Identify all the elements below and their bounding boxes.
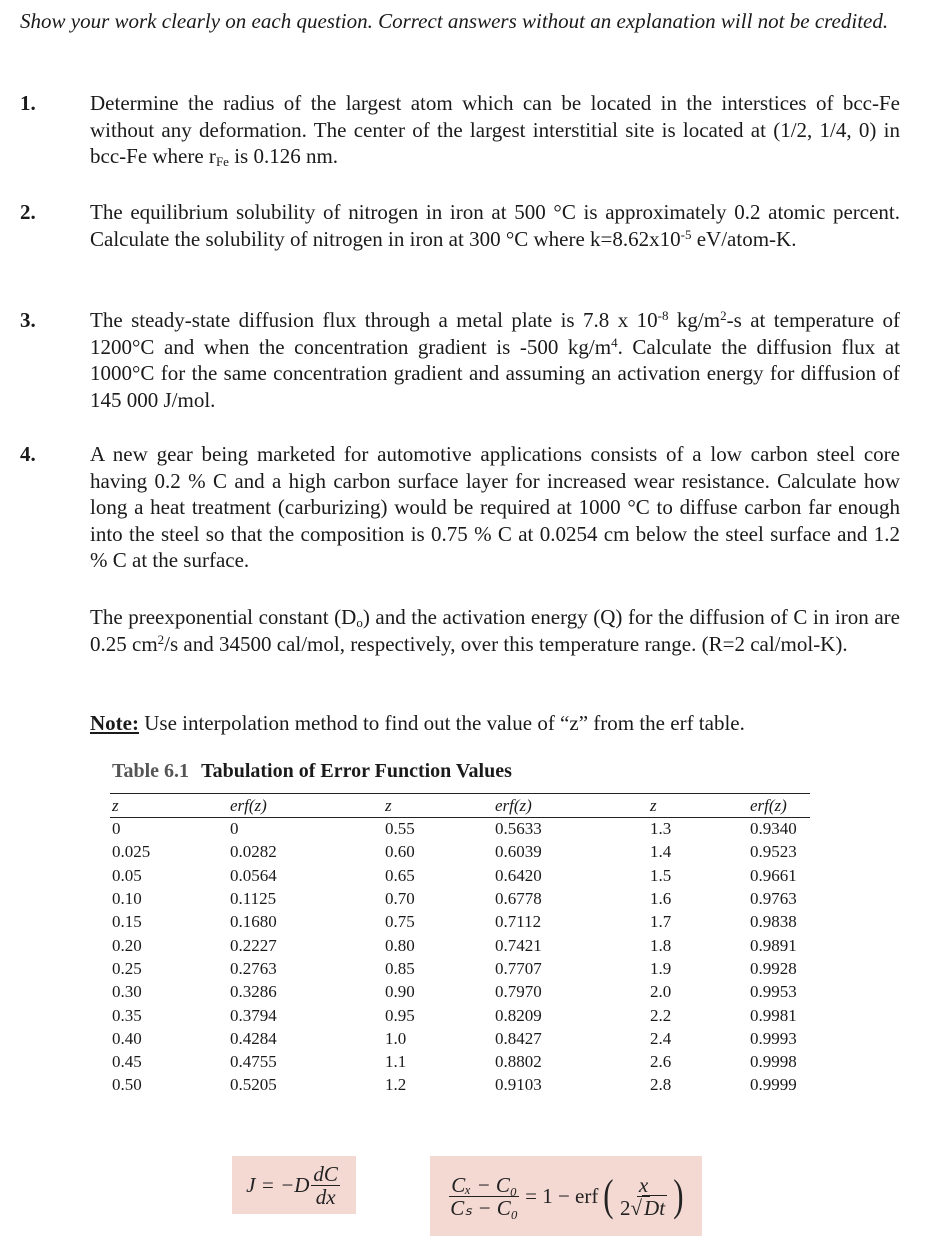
z-cell: 0.80 (385, 935, 415, 955)
z-cell: 0.65 (385, 865, 415, 885)
erf-cell: 0.2227 (230, 935, 277, 955)
z-cell: 0.55 (385, 819, 415, 839)
z-cell: 0.40 (112, 1028, 142, 1048)
z-cell: 0.70 (385, 889, 415, 909)
erf-cell: 0.0564 (230, 865, 277, 885)
fraction-numerator: dC (313, 1161, 338, 1186)
erf-argument-fraction (618, 1174, 669, 1219)
erf-cell: 0.9953 (750, 982, 797, 1002)
table-row (110, 911, 810, 934)
z-cell: 1.2 (385, 1075, 407, 1095)
erf-cell: 0.6039 (495, 842, 542, 862)
erf-cell: 0 (230, 819, 239, 839)
z-cell: 2.0 (650, 982, 672, 1002)
z-cell: 2.6 (650, 1052, 672, 1072)
z-cell: 0.50 (112, 1075, 142, 1095)
z-cell: 0.90 (385, 982, 415, 1002)
table-row (110, 1050, 810, 1073)
erf-cell: 0.9661 (750, 865, 797, 885)
table-row (110, 1027, 810, 1050)
question-number: 2. (20, 200, 36, 224)
erf-cell: 0.5205 (230, 1075, 277, 1095)
z-cell: 0 (112, 819, 121, 839)
z-cell: 0.25 (112, 958, 142, 978)
z-cell: 0.85 (385, 958, 415, 978)
table-header-row (110, 794, 810, 818)
table-row (110, 1074, 810, 1097)
erf-cell: 0.7970 (495, 982, 542, 1002)
erf-cell: 0.8427 (495, 1028, 542, 1048)
question-4 (20, 441, 900, 574)
col-header: erf(z) (495, 794, 650, 818)
fraction-numerator: x (638, 1172, 649, 1197)
table-row (110, 957, 810, 980)
erf-cell: 0.5633 (495, 819, 542, 839)
formula-lhs: J = −D (246, 1172, 310, 1197)
erf-cell: 0.9998 (750, 1052, 797, 1072)
z-cell: 2.8 (650, 1075, 672, 1095)
erf-cell: 0.0282 (230, 842, 277, 862)
z-cell: 2.4 (650, 1028, 672, 1048)
z-cell: 1.8 (650, 935, 672, 955)
col-header: erf(z) (750, 794, 810, 818)
z-cell: 0.10 (112, 889, 142, 909)
derivative-fraction (311, 1163, 340, 1208)
z-cell: 0.75 (385, 912, 415, 932)
z-cell: 0.95 (385, 1005, 415, 1025)
fraction-denominator: dx (315, 1184, 336, 1209)
erf-cell: 0.9999 (750, 1075, 797, 1095)
z-cell: 2.2 (650, 1005, 672, 1025)
erf-cell: 0.9523 (750, 842, 797, 862)
z-cell: 0.60 (385, 842, 415, 862)
erf-cell: 0.7421 (495, 935, 542, 955)
erf-cell: 0.8209 (495, 1005, 542, 1025)
erf-cell: 0.9340 (750, 819, 797, 839)
question-2 (20, 199, 900, 252)
erf-cell: 0.9103 (495, 1075, 542, 1095)
fraction-denominator: Cₛ − C₀ (450, 1195, 519, 1220)
z-cell: 0.45 (112, 1052, 142, 1072)
col-header: erf(z) (230, 794, 385, 818)
note: Note: Use interpolation method to find out the value of “z” from the erf table. (90, 711, 745, 735)
erf-cell: 0.1680 (230, 912, 277, 932)
z-cell: 1.0 (385, 1028, 407, 1048)
erf-cell: 0.9993 (750, 1028, 797, 1048)
concentration-fraction (448, 1174, 520, 1219)
table-row (110, 841, 810, 864)
z-cell: 1.3 (650, 819, 672, 839)
col-header: z (110, 794, 230, 818)
erf-cell: 0.9981 (750, 1005, 797, 1025)
z-cell: 1.5 (650, 865, 672, 885)
erf-cell: 0.6420 (495, 865, 542, 885)
z-cell: 0.025 (112, 842, 151, 862)
z-cell: 0.30 (112, 982, 142, 1002)
constants-paragraph: The preexponential constant $(D_o)$ and the activation energy (Q) for the diffusion of C in iron are 0.25 $cm^2/s$ and 34500 cal/mol, respectively, over this temperature range. (R=2 cal/mol-K). (90, 605, 900, 656)
table-row (110, 864, 810, 887)
z-cell: 1.6 (650, 889, 672, 909)
instructions: Show your work clearly on each question. Correct answers without an explanation will not be credited. (20, 9, 889, 33)
erf-cell: 0.8802 (495, 1052, 542, 1072)
erf-operator: = 1 − erf (525, 1183, 599, 1208)
z-cell: 0.15 (112, 912, 142, 932)
question-3 (20, 307, 900, 413)
fraction-denominator: 2√Dt (620, 1195, 666, 1220)
erf-cell: 0.2763 (230, 958, 277, 978)
fick-second-law-formula: $\frac{\text{Cₓ − C₀}}{\text{Cₛ − C₀}}$ = 1 − erf ( $\frac{x}{2√Dt}$ ) (430, 1156, 702, 1236)
table-row (110, 1004, 810, 1027)
erf-cell: 0.9838 (750, 912, 797, 932)
question-text: The equilibrium solubility of nitrogen in iron at 500 °C is approximately 0.2 atomic percent. Calculate the solubility of nitrogen in iron at 300 °C where $k=8.62x10^{-5}$ eV/atom-K. (90, 200, 900, 251)
col-header: z (385, 794, 495, 818)
erf-cell: 0.4284 (230, 1028, 277, 1048)
erf-cell: 0.4755 (230, 1052, 277, 1072)
table-caption (112, 760, 512, 783)
erf-cell: 0.3794 (230, 1005, 277, 1025)
erf-cell: 0.3286 (230, 982, 277, 1002)
question-1 (20, 90, 900, 170)
z-cell: 1.1 (385, 1052, 407, 1072)
question-text: The steady-state diffusion flux through a metal plate is 7.8 x $10^{-8}$ $kg/m^2-s$ at temperature of 1200°C and when the concentration gradient is -500 $kg/m^4$. Calculate the diffusion flux at 1000°C for the same concentration gradient and assuming an activation energy for diffusion of 145 000 J/mol. (90, 308, 900, 412)
fraction-numerator: Cₓ − C₀ (451, 1172, 518, 1197)
erf-cell: 0.7112 (495, 912, 542, 932)
z-cell: 0.35 (112, 1005, 142, 1025)
table-number: Table 6.1 (112, 760, 190, 782)
z-cell: 0.05 (112, 865, 142, 885)
table-row (110, 818, 810, 841)
col-header: z (650, 794, 750, 818)
erf-cell: 0.9928 (750, 958, 797, 978)
question-text: A new gear being marketed for automotive applications consists of a low carbon steel core having 0.2 % C and a high carbon surface layer for increased wear resistance. Calculate how long a heat treatment (carburizing) would be required at 1000 °C to diffuse carbon far enough into the steel so that the composition is 0.75 % C at 0.0254 cm below the steel surface and 1.2 % C at the surface. (90, 442, 900, 572)
question-number: 3. (20, 308, 36, 332)
note-label: Note: (90, 711, 139, 735)
question-text: Determine the radius of the largest atom which can be located in the interstices of bcc-Fe without any deformation. The center of the largest interstitial site is located at (1/2, 1/4, 0) in bcc-Fe where $r_{Fe}$ is 0.126 nm. (90, 91, 900, 169)
z-cell: 1.9 (650, 958, 672, 978)
erf-cell: 0.7707 (495, 958, 542, 978)
question-number: 4. (20, 442, 36, 466)
erf-cell: 0.9763 (750, 889, 797, 909)
table-row (110, 887, 810, 910)
table-title: Tabulation of Error Function Values (201, 760, 512, 782)
erf-cell: 0.9891 (750, 935, 797, 955)
fick-first-law-formula (232, 1156, 356, 1214)
table-row (110, 981, 810, 1004)
erf-cell: 0.6778 (495, 889, 542, 909)
question-number: 1. (20, 91, 36, 115)
z-cell: 1.7 (650, 912, 672, 932)
z-cell: 1.4 (650, 842, 672, 862)
z-cell: 0.20 (112, 935, 142, 955)
table-row (110, 934, 810, 957)
erf-table (110, 793, 810, 1097)
erf-cell: 0.1125 (230, 889, 277, 909)
